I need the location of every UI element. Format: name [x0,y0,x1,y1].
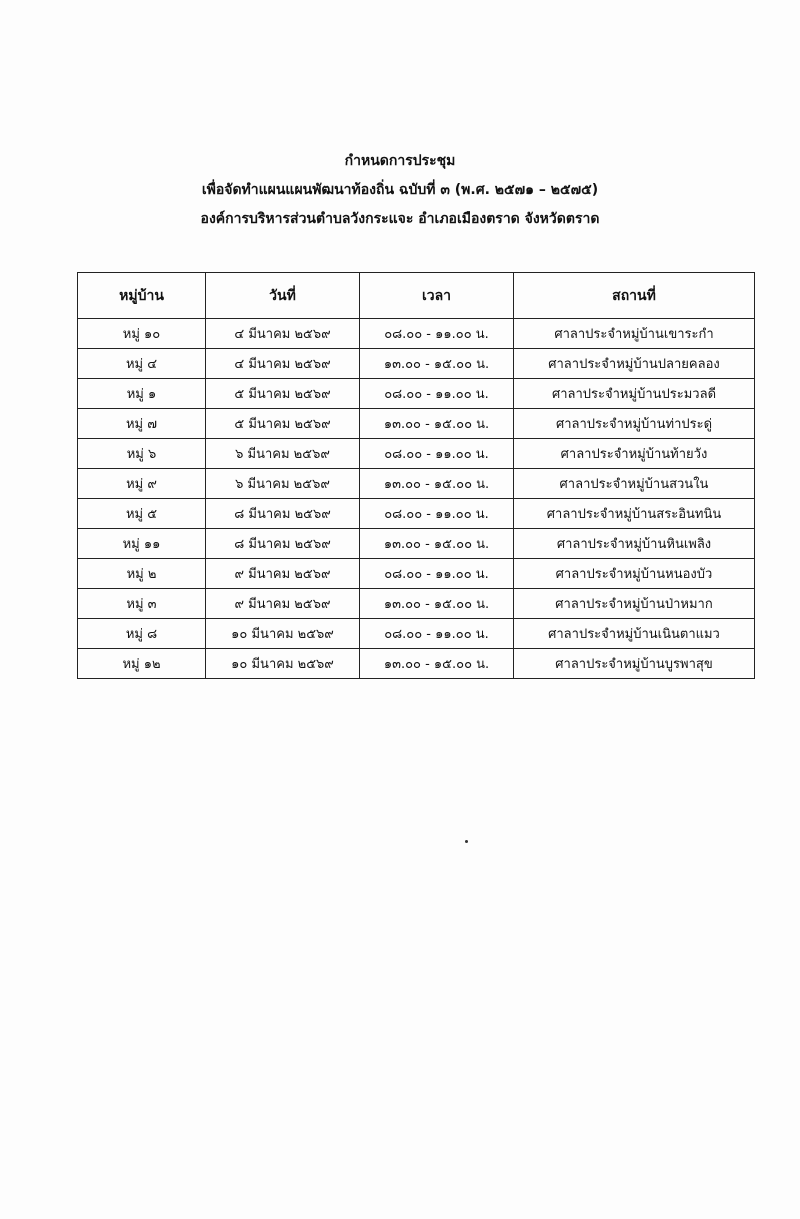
cell-village: หมู่ ๘ [78,619,206,649]
cell-place: ศาลาประจำหมู่บ้านเนินตาแมว [514,619,755,649]
cell-village: หมู่ ๙ [78,469,206,499]
table-row [78,649,755,679]
cell-place: ศาลาประจำหมู่บ้านสวนใน [514,469,755,499]
cell-time: ๑๓.๐๐ - ๑๕.๐๐ น. [360,529,514,559]
table-body [78,319,755,679]
cell-date: ๔ มีนาคม ๒๕๖๙ [206,319,360,349]
cell-date: ๙ มีนาคม ๒๕๖๙ [206,589,360,619]
organization-line: องค์การบริหารส่วนตำบลวังกระแจะ อำเภอเมืองตราด จังหวัดตราด [200,211,600,227]
table-header-row [78,273,755,319]
cell-date: ๙ มีนาคม ๒๕๖๙ [206,559,360,589]
cell-place: ศาลาประจำหมู่บ้านท้ายวัง [514,439,755,469]
cell-place: ศาลาประจำหมู่บ้านสระอินทนิน [514,499,755,529]
cell-date: ๖ มีนาคม ๒๕๖๙ [206,469,360,499]
table-row [78,529,755,559]
table-row [78,319,755,349]
cell-date: ๕ มีนาคม ๒๕๖๙ [206,379,360,409]
table-row [78,379,755,409]
table-row [78,409,755,439]
cell-village: หมู่ ๑๐ [78,319,206,349]
cell-time: ๐๘.๐๐ - ๑๑.๐๐ น. [360,319,514,349]
cell-time: ๑๓.๐๐ - ๑๕.๐๐ น. [360,649,514,679]
cell-time: ๑๓.๐๐ - ๑๕.๐๐ น. [360,469,514,499]
cell-date: ๑๐ มีนาคม ๒๕๖๙ [206,619,360,649]
cell-time: ๐๘.๐๐ - ๑๑.๐๐ น. [360,379,514,409]
meeting-schedule-table [77,272,755,679]
cell-place: ศาลาประจำหมู่บ้านบูรพาสุข [514,649,755,679]
cell-village: หมู่ ๔ [78,349,206,379]
cell-date: ๔ มีนาคม ๒๕๖๙ [206,349,360,379]
cell-date: ๖ มีนาคม ๒๕๖๙ [206,439,360,469]
cell-place: ศาลาประจำหมู่บ้านประมวลดี [514,379,755,409]
table-row [78,439,755,469]
table-row [78,559,755,589]
cell-place: ศาลาประจำหมู่บ้านท่าประดู่ [514,409,755,439]
table-row [78,469,755,499]
cell-place: ศาลาประจำหมู่บ้านเขาระกำ [514,319,755,349]
cell-village: หมู่ ๑ [78,379,206,409]
cell-date: ๘ มีนาคม ๒๕๖๙ [206,499,360,529]
table-row [78,499,755,529]
cell-date: ๘ มีนาคม ๒๕๖๙ [206,529,360,559]
cell-time: ๑๓.๐๐ - ๑๕.๐๐ น. [360,409,514,439]
cell-place: ศาลาประจำหมู่บ้านหนองบัว [514,559,755,589]
cell-time: ๐๘.๐๐ - ๑๑.๐๐ น. [360,559,514,589]
cell-village: หมู่ ๗ [78,409,206,439]
cell-village: หมู่ ๑๑ [78,529,206,559]
cell-time: ๐๘.๐๐ - ๑๑.๐๐ น. [360,439,514,469]
cell-date: ๑๐ มีนาคม ๒๕๖๙ [206,649,360,679]
stray-dot-mark [465,840,468,843]
cell-time: ๐๘.๐๐ - ๑๑.๐๐ น. [360,619,514,649]
cell-place: ศาลาประจำหมู่บ้านป่าหมาก [514,589,755,619]
column-header-place: สถานที่ [514,273,755,319]
document-title: กำหนดการประชุม [344,153,456,169]
table-row [78,619,755,649]
column-header-time: เวลา [360,273,514,319]
cell-time: ๐๘.๐๐ - ๑๑.๐๐ น. [360,499,514,529]
cell-village: หมู่ ๒ [78,559,206,589]
table-row [78,349,755,379]
cell-time: ๑๓.๐๐ - ๑๕.๐๐ น. [360,349,514,379]
cell-village: หมู่ ๕ [78,499,206,529]
cell-village: หมู่ ๖ [78,439,206,469]
column-header-date: วันที่ [206,273,360,319]
cell-time: ๑๓.๐๐ - ๑๕.๐๐ น. [360,589,514,619]
cell-village: หมู่ ๑๒ [78,649,206,679]
document-subtitle: เพื่อจัดทำแผนแผนพัฒนาท้องถิ่น ฉบับที่ ๓ (พ.ศ. ๒๕๗๑ – ๒๕๗๕) [201,182,599,198]
table-row [78,589,755,619]
column-header-village: หมู่บ้าน [78,273,206,319]
cell-village: หมู่ ๓ [78,589,206,619]
cell-date: ๕ มีนาคม ๒๕๖๙ [206,409,360,439]
cell-place: ศาลาประจำหมู่บ้านปลายคลอง [514,349,755,379]
cell-place: ศาลาประจำหมู่บ้านหินเพลิง [514,529,755,559]
